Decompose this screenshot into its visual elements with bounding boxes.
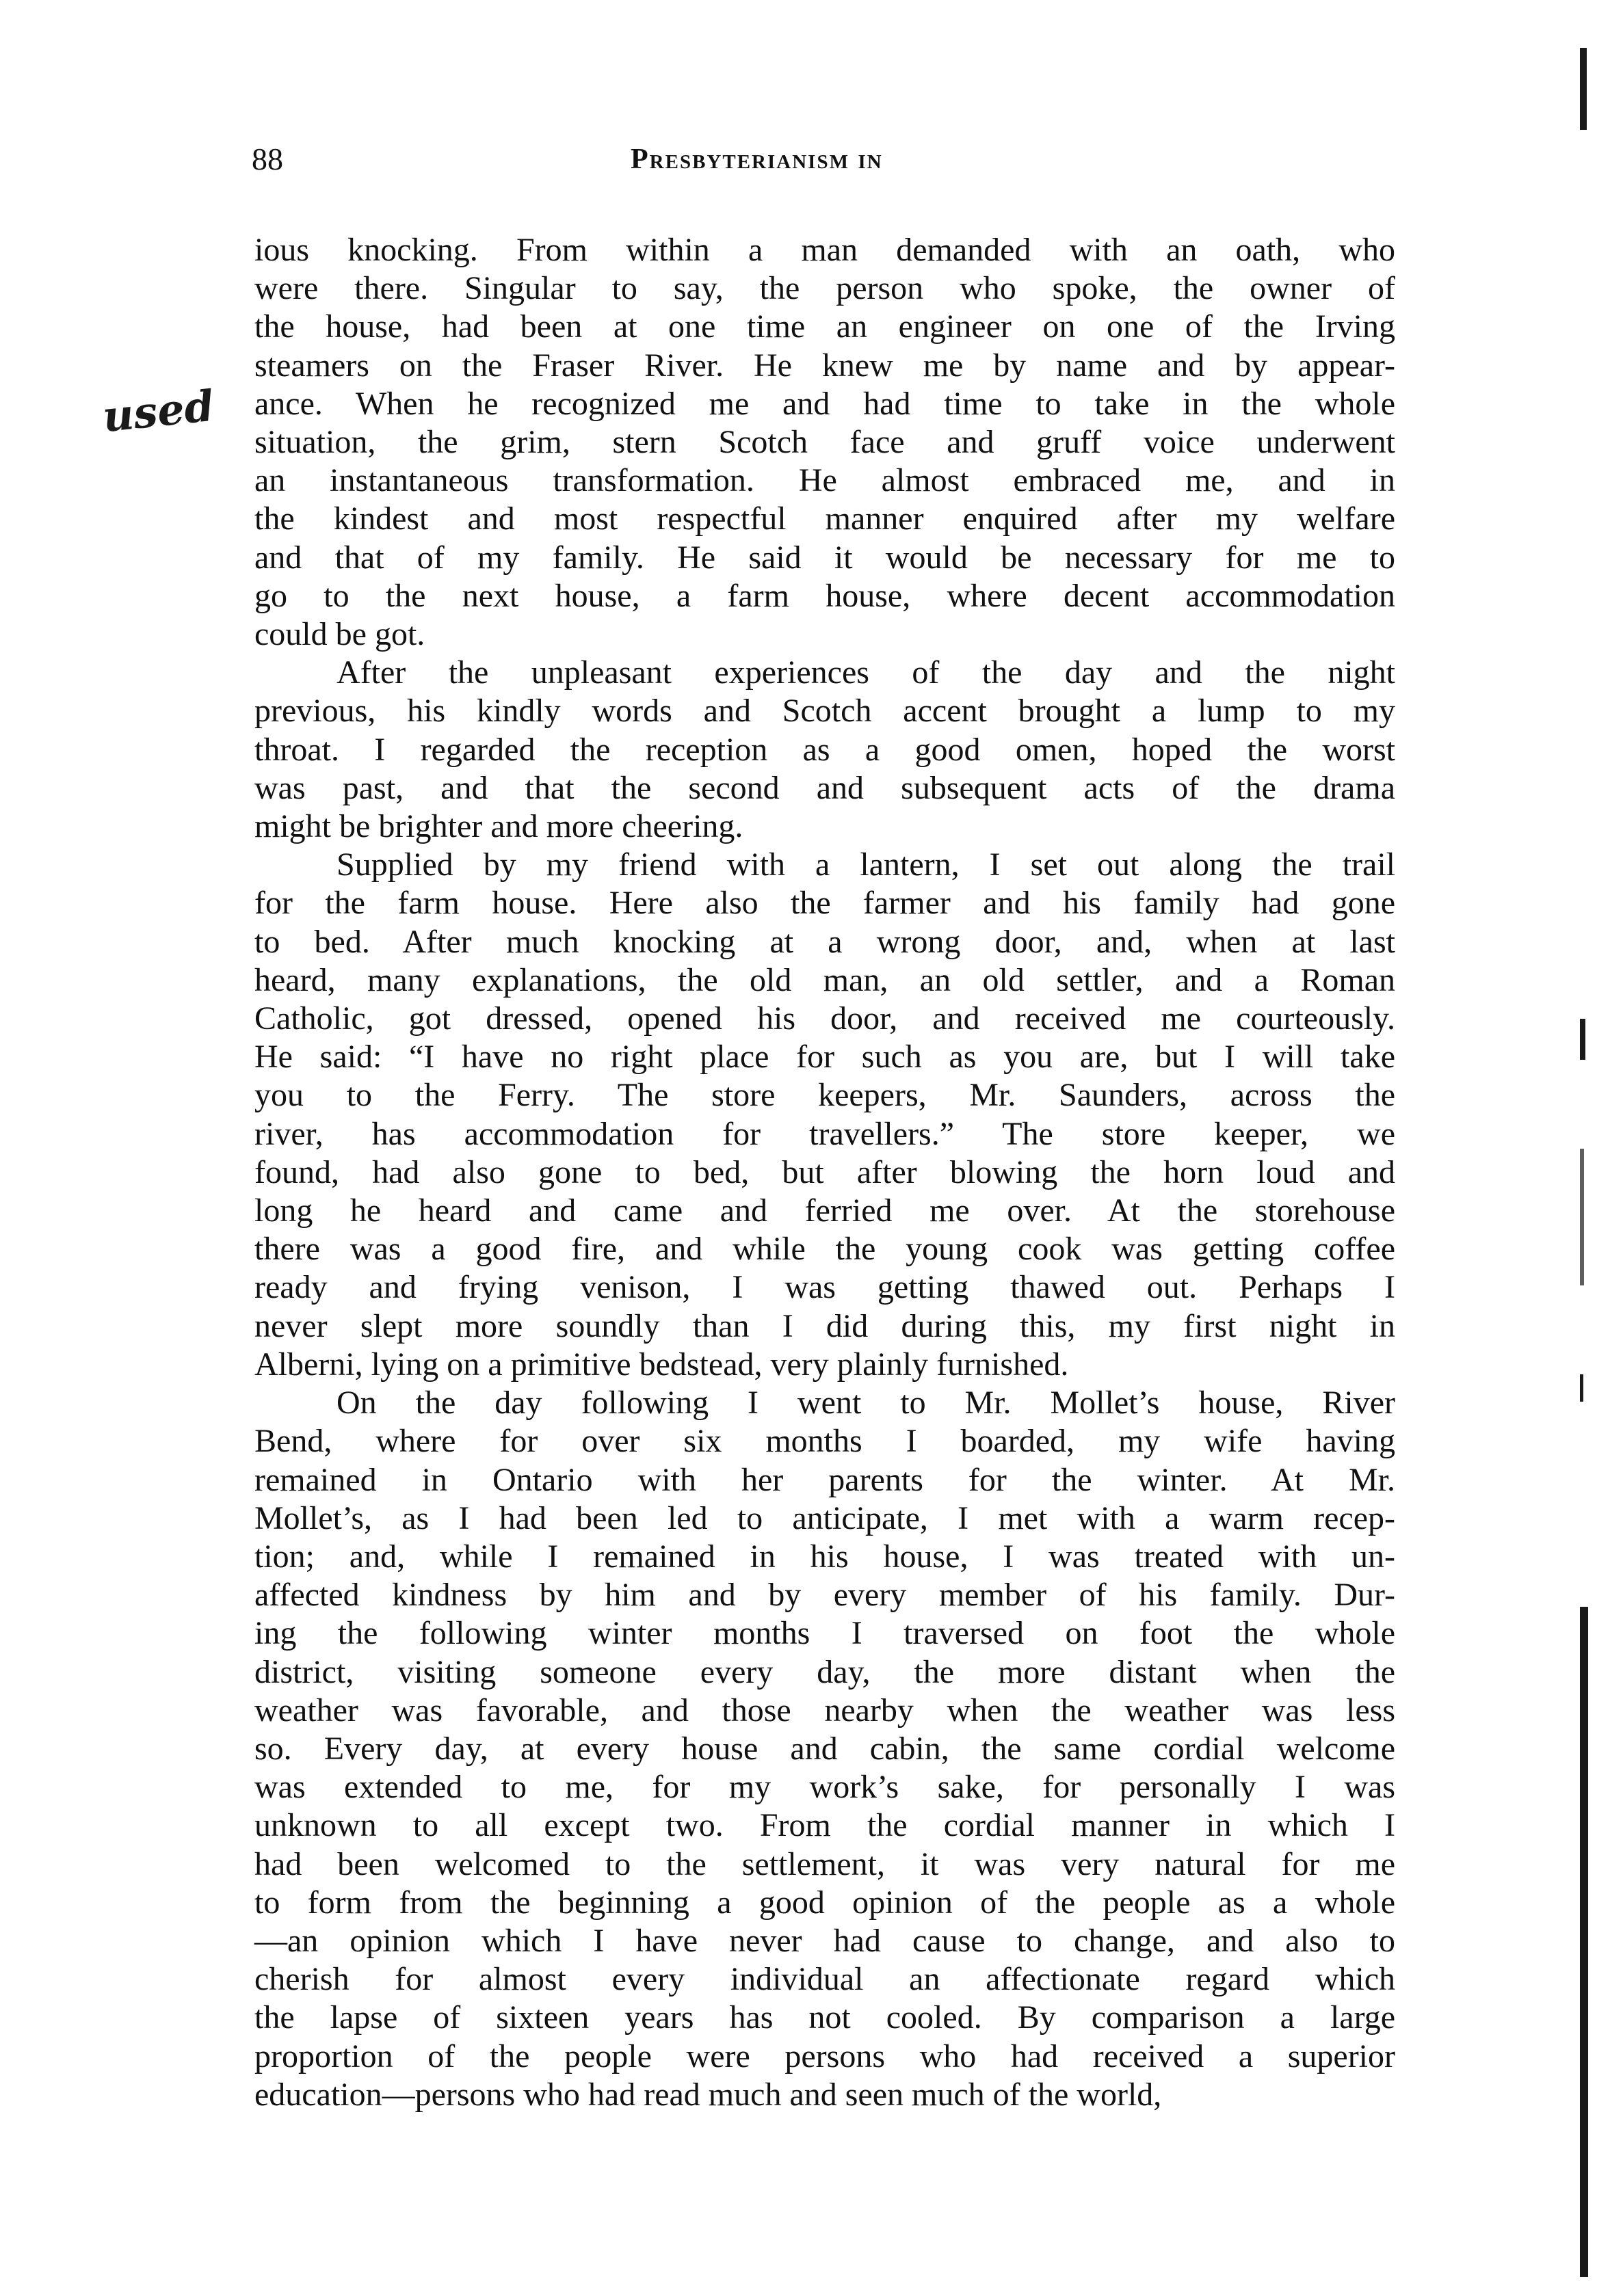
body-text [254, 231, 1395, 2114]
text-line: proportion of the people were persons who had received a superior [254, 2038, 1395, 2074]
text-line: ance. When he recognized me and had time to take in the whole [254, 385, 1395, 422]
text-line: unknown to all except two. From the cordial manner in which I [254, 1807, 1395, 1844]
text-line: the lapse of sixteen years has not cooled. By comparison a large [254, 1999, 1395, 2036]
text-line: to form from the beginning a good opinion of the people as a whole [254, 1884, 1395, 1921]
text-line: could be got. [254, 616, 425, 653]
text-line: education—persons who had read much and seen much of the world, [254, 2076, 1162, 2113]
text-line: tion; and, while I remained in his house, I was treated with un- [254, 1538, 1395, 1575]
paragraph [254, 846, 1395, 1384]
text-line: previous, his kindly words and Scotch accent brought a lump to my [254, 693, 1395, 730]
handwritten-margin-note: used [100, 380, 217, 442]
text-line: Mollet’s, as I had been led to anticipate, I met with a warm recep- [254, 1499, 1395, 1536]
text-line: ious knocking. From within a man demanded with an oath, who [254, 232, 1395, 268]
text-line: situation, the grim, stern Scotch face and gruff voice underwent [254, 424, 1395, 461]
text-line: ing the following winter months I traversed on foot the whole [254, 1615, 1395, 1652]
text-line: Alberni, lying on a primitive bedstead, very plainly furnished. [254, 1346, 1069, 1383]
text-line: you to the Ferry. The store keepers, Mr. Saunders, across the [254, 1077, 1395, 1114]
text-line: After the unpleasant experiences of the day and the night [337, 654, 1395, 691]
text-line: long he heard and came and ferried me over. At the storehouse [254, 1192, 1395, 1229]
text-line: go to the next house, a farm house, where decent accommodation [254, 577, 1395, 614]
text-line: throat. I regarded the reception as a good omen, hoped the worst [254, 731, 1395, 768]
text-line: were there. Singular to say, the person who spoke, the owner of [254, 270, 1395, 307]
text-line: weather was favorable, and those nearby when the weather was less [254, 1692, 1395, 1728]
page-number: 88 [252, 142, 283, 176]
text-line: found, had also gone to bed, but after blowing the horn loud and [254, 1153, 1395, 1190]
text-line: district, visiting someone every day, the more distant when the [254, 1653, 1395, 1690]
text-line: He said: “I have no right place for such as you are, but I will take [254, 1039, 1395, 1076]
scan-edge-mark [1580, 1149, 1584, 1285]
text-line: was past, and that the second and subsequent acts of the drama [254, 769, 1395, 806]
text-line: had been welcomed to the settlement, it was very natural for me [254, 1845, 1395, 1882]
text-line: cherish for almost every individual an affectionate regard which [254, 1961, 1395, 1998]
scan-edge-mark [1580, 1607, 1588, 2277]
text-line: Supplied by my friend with a lantern, I set out along the trail [337, 846, 1395, 883]
text-line: never slept more soundly than I did during this, my first night in [254, 1307, 1395, 1344]
paragraph [254, 1384, 1395, 2114]
text-line: remained in Ontario with her parents for the winter. At Mr. [254, 1461, 1395, 1498]
text-line: an instantaneous transformation. He almost embraced me, and in [254, 462, 1395, 499]
text-line: Bend, where for over six months I boarded, my wife having [254, 1423, 1395, 1460]
scan-edge-mark [1580, 48, 1587, 130]
scan-edge-mark [1580, 1019, 1585, 1060]
paragraph [254, 231, 1395, 654]
paragraph [254, 654, 1395, 846]
text-line: so. Every day, at every house and cabin, the same cordial welcome [254, 1730, 1395, 1767]
text-line: Catholic, got dressed, opened his door, and received me courteously. [254, 1000, 1395, 1037]
text-line: On the day following I went to Mr. Mollet’s house, River [337, 1385, 1395, 1421]
text-line: —an opinion which I have never had cause to change, and also to [254, 1922, 1395, 1959]
text-line: heard, many explanations, the old man, an old settler, and a Roman [254, 961, 1395, 998]
text-line: was extended to me, for my work’s sake, for personally I was [254, 1769, 1395, 1806]
text-line: the house, had been at one time an engineer on one of the Irving [254, 308, 1395, 345]
scan-edge-mark [1580, 1374, 1583, 1402]
text-line: river, has accommodation for travellers.” The store keeper, we [254, 1115, 1395, 1152]
running-head: Presbyterianism in [631, 144, 883, 175]
text-line: might be brighter and more cheering. [254, 808, 743, 845]
text-line: the kindest and most respectful manner enquired after my welfare [254, 500, 1395, 537]
text-line: there was a good fire, and while the young cook was getting coffee [254, 1231, 1395, 1268]
text-line: to bed. After much knocking at a wrong door, and, when at last [254, 923, 1395, 960]
text-line: steamers on the Fraser River. He knew me by name and by appear- [254, 347, 1395, 384]
text-line: for the farm house. Here also the farmer and his family had gone [254, 885, 1395, 922]
text-line: ready and frying venison, I was getting thawed out. Perhaps I [254, 1269, 1395, 1306]
text-line: affected kindness by him and by every member of his family. Dur- [254, 1577, 1395, 1614]
text-line: and that of my family. He said it would be necessary for me to [254, 539, 1395, 576]
